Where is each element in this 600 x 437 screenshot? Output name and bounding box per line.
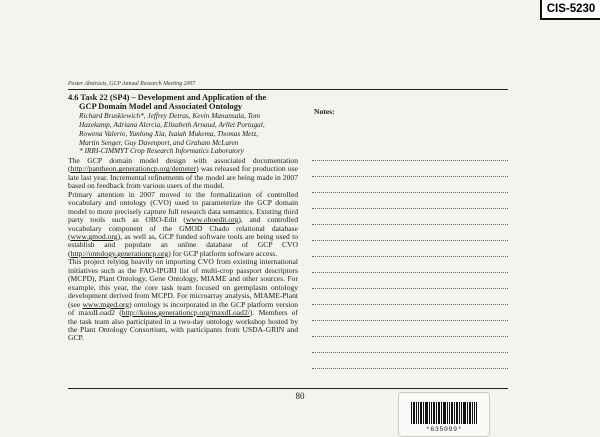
author-list — [68, 112, 298, 147]
barcode-icon — [411, 402, 477, 424]
barcode-number: *635099* — [425, 426, 463, 433]
paragraph-text: ), as well as, GCP funded software tools are being used to establish and populate an online database of GCP CVO ( — [68, 232, 298, 258]
note-line — [312, 208, 508, 209]
ontology-link[interactable]: http://ontology.generationcp.org — [70, 248, 169, 258]
note-line — [312, 352, 508, 353]
notes-label: Notes: — [314, 107, 335, 116]
notes-column — [312, 107, 508, 116]
note-line — [312, 272, 508, 273]
author-line: Rowena Valerio, Yunlong Xia, Isaiah Mukema, Thomas Metz, — [79, 128, 259, 138]
paragraph-1 — [68, 157, 298, 191]
note-line — [312, 192, 508, 193]
paragraph-text: This project relying heavily on importing CVO from existing international initiatives such as the FAO-IPGRI list of multi-crop passport descriptors (MCPD), Plant Ontology, Gene Ontology, MIAME and other sources. For example, this year, the core task team focused on germplasm ontology development derived from MCPD. For microarray analysis, MIAME-Plant (see — [68, 257, 298, 309]
affiliation: * IRRI-CIMMYT Crop Research Informatics Laboratory — [79, 146, 244, 156]
document-id-tab: CIS-5230 — [540, 0, 600, 20]
paragraph-text: ) ontology is incorporated in the GCP platform version of maxdLoad2 ( — [68, 299, 298, 318]
author-line: Hazekamp, Adriana Alercia, Elizabeth Arnaud, Arllet Portugal, — [79, 120, 265, 130]
gmod-link[interactable]: www.gmod.org — [70, 232, 118, 241]
running-head: Poster Abstracts, GCP Annual Research Meeting 2007 — [68, 81, 196, 87]
note-line — [312, 336, 508, 337]
paragraph-text: ) for GCP platform software access. — [168, 248, 278, 258]
note-line — [312, 288, 508, 289]
paragraph-text: The GCP domain model design with associated documentation ( — [68, 155, 298, 174]
author-line: Richard Bruskiewich*, Jeffrey Detras, Kevin Manansala, Tom — [79, 111, 260, 121]
oboedit-link[interactable]: www.oboedit.org — [185, 215, 239, 225]
section-title-line-1: 4.6 Task 22 (SP4) – Development and Application of the — [68, 93, 267, 102]
note-line — [312, 224, 508, 225]
note-line — [312, 240, 508, 241]
paragraph-text: Primary attention in 2007 moved to the formalization of controlled vocabulary and ontology (CVO) used to parameterize the GCP domain model to more precisely capture full research data semantics. Existing third party tools such as OBO-Edit ( — [68, 189, 298, 225]
maxdload-link[interactable]: http://koios.generationcp.org/maxdLoad2/ — [121, 308, 250, 318]
author-line: Martin Senger, Guy Davenport, and Graham McLaren — [79, 137, 239, 147]
paragraph-text: ) was released for production use late last year. Incremental refinements of the model are being made in 2007 based on feedback from various users of the model. — [68, 164, 298, 191]
note-line — [312, 160, 508, 161]
demeter-link[interactable]: http://pantheon.generationcp.org/demeter — [70, 164, 197, 174]
paragraph-text: ). Members of the task team also participated in a two-day ontology workshop hosted by the Plant Ontology Consortium, with participants from USDA-GRIN and GCP. — [68, 308, 298, 343]
paragraph-text: ), and controlled vocabulary component of the GMOD Chado relational database ( — [68, 215, 298, 241]
paragraph-3 — [68, 258, 298, 343]
note-line — [312, 256, 508, 257]
barcode-label — [398, 392, 490, 437]
mged-link[interactable]: www.mged.org — [82, 299, 130, 309]
section-title — [68, 93, 298, 111]
bottom-rule — [68, 388, 508, 389]
page-number: 80 — [295, 391, 305, 401]
top-rule — [68, 89, 508, 90]
abstract-column — [68, 93, 298, 343]
note-line — [312, 176, 508, 177]
note-line — [312, 304, 508, 305]
note-line — [312, 368, 508, 369]
note-line — [312, 320, 508, 321]
paragraph-2 — [68, 191, 298, 259]
section-title-line-2: GCP Domain Model and Associated Ontology — [79, 102, 243, 112]
